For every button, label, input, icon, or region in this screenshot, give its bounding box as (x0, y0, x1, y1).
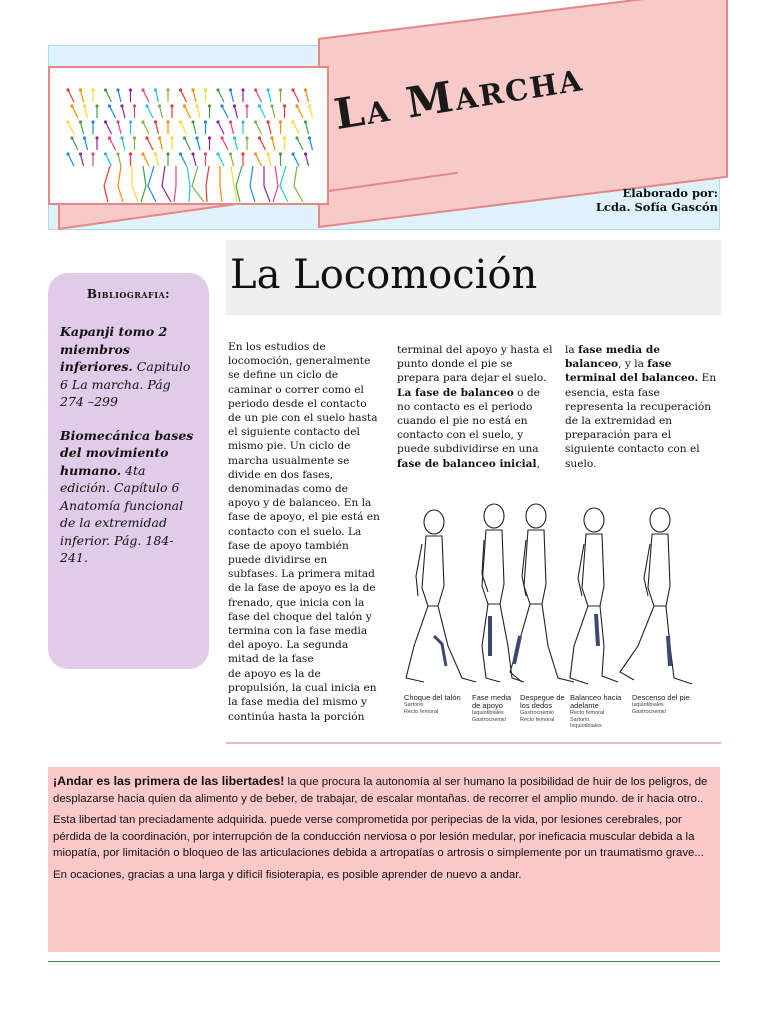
illustration-joint (233, 136, 236, 139)
illustration-stroke (185, 106, 191, 118)
illustration-joint (254, 88, 257, 91)
walking-figures-drawing (398, 496, 716, 692)
illustration-stroke (273, 166, 278, 202)
illustration-stroke (122, 138, 125, 150)
illustration-joint (304, 152, 307, 155)
illustration-joint (154, 152, 157, 155)
illustration-joint (91, 120, 94, 123)
illustration-stroke (104, 166, 110, 202)
body-column-3: la fase media de balanceo, y la fase terminal del balanceo. En esencia, esta fase representa la recuperación de la extremidad en preparación para el siguiente contacto con el suelo. (565, 344, 717, 470)
illustration-joint (258, 136, 261, 139)
illustration-joint (266, 120, 269, 123)
illustration-joint (241, 120, 244, 123)
illustration-stroke (147, 138, 153, 150)
illustration-joint (304, 88, 307, 91)
illustration-stroke (256, 90, 262, 102)
illustration-joint (241, 152, 244, 155)
walking-figure (570, 508, 618, 684)
illustration-stroke (293, 90, 299, 102)
illustration-stroke (141, 166, 146, 202)
illustration-stroke (306, 90, 309, 102)
illustration-stroke (160, 106, 163, 118)
illustration-joint (258, 104, 261, 107)
illustration-joint (254, 120, 257, 123)
illustration-joint (91, 152, 94, 155)
illustration-joint (95, 104, 98, 107)
illustration-joint (83, 136, 86, 139)
illustration-stroke (118, 90, 121, 102)
illustration-stroke (231, 122, 234, 134)
illustration-stroke (193, 90, 196, 102)
illustration-stroke (197, 106, 200, 118)
illustration-joint (120, 136, 123, 139)
illustration-joint (91, 88, 94, 91)
illustration-stroke (68, 154, 74, 166)
illustration-stroke (193, 154, 196, 166)
illustration-stroke (272, 106, 275, 118)
illustration-joint (254, 152, 257, 155)
illustration-joint (220, 136, 223, 139)
footer-divider (48, 961, 720, 962)
illustration-joint (141, 120, 144, 123)
illustration-joint (95, 136, 98, 139)
illustration-joint (204, 152, 207, 155)
illustration-joint (191, 120, 194, 123)
author-name: Lcda. Sofía Gascón (595, 200, 718, 214)
illustration-joint (266, 88, 269, 91)
illustration-joint (229, 120, 232, 123)
illustration-joint (108, 136, 111, 139)
illustration-joint (66, 120, 69, 123)
illustration-joint (179, 120, 182, 123)
illustration-joint (170, 104, 173, 107)
section-title: La Locomoción (230, 252, 538, 298)
illustration-joint (158, 136, 161, 139)
illustration-joint (79, 152, 82, 155)
page-title: La Marcha (330, 51, 587, 139)
illustration-stroke (85, 138, 88, 150)
gait-caption: Balanceo hacia adelante Recto femoral Sartorio Isquiotibiales (570, 693, 622, 729)
illustration-stroke (192, 166, 204, 202)
illustration-joint (308, 104, 311, 107)
illustration-joint (104, 152, 107, 155)
illustration-joint (183, 104, 186, 107)
illustration-joint (191, 88, 194, 91)
illustration-stroke (268, 122, 271, 134)
illustration-stroke (106, 122, 112, 134)
illustration-stroke (81, 154, 84, 166)
illustration-stroke (174, 166, 176, 202)
illustration-stroke (297, 138, 303, 150)
illustration-stroke (110, 106, 116, 118)
quote-box (48, 767, 720, 952)
illustration-stroke (118, 154, 121, 166)
gait-caption: Descenso del pie Isquiotibiales Gastrocnemio (632, 693, 690, 715)
illustration-stroke (272, 138, 275, 150)
illustration-joint (170, 136, 173, 139)
illustration-stroke (231, 154, 234, 166)
illustration-stroke (72, 138, 78, 150)
illustration-joint (216, 152, 219, 155)
illustration-stroke (81, 90, 84, 102)
illustration-stroke (222, 106, 228, 118)
illustration-stroke (235, 106, 238, 118)
illustration-joint (191, 152, 194, 155)
walking-figure (510, 504, 574, 682)
illustration-stroke (68, 90, 74, 102)
illustration-stroke (162, 166, 171, 202)
illustration-stroke (293, 122, 299, 134)
illustration-joint (179, 88, 182, 91)
gait-caption: Choque del talón Sartorio Recto femoral (404, 693, 461, 715)
illustration-stroke (106, 90, 112, 102)
illustration-joint (108, 104, 111, 107)
illustration-joint (179, 152, 182, 155)
illustration-stroke (236, 166, 242, 202)
illustration-stroke (264, 166, 270, 202)
illustration-joint (154, 88, 157, 91)
illustration-joint (304, 120, 307, 123)
gait-caption: Despegue de los dedos Gastrocnemio Recto femoral (520, 693, 565, 723)
illustration-stroke (218, 122, 224, 134)
illustration-joint (229, 88, 232, 91)
illustration-joint (145, 136, 148, 139)
illustration-stroke (68, 122, 74, 134)
illustration-joint (116, 88, 119, 91)
bibliography-entry: Biomecánica bases del movimiento humano. 4ta edición. Capítulo 6 Anatomía funcional de la extremidad inferior. Pág. 184-241. (60, 427, 194, 565)
illustration-joint (195, 104, 198, 107)
illustration-joint (204, 120, 207, 123)
illustration-joint (279, 152, 282, 155)
author-label: Elaborado por: (622, 186, 718, 200)
illustration-joint (283, 136, 286, 139)
illustration-stroke (310, 106, 313, 118)
illustration-joint (208, 136, 211, 139)
illustration-joint (270, 136, 273, 139)
body-column-2: terminal del apoyo y hasta el punto donde el pie se prepara para dejar el suelo. La fase de balanceo o de no contacto es el periodo cuando el pie no está en contacto con el suelo, y puede subdividirse en una fase de balanceo inicial, (397, 344, 553, 470)
section-heading (226, 240, 721, 315)
illustration-stroke (280, 166, 288, 202)
illustration-stroke (218, 90, 224, 102)
illustration-stroke (306, 122, 309, 134)
illustration-joint (133, 104, 136, 107)
illustration-stroke (143, 154, 149, 166)
illustration-joint (116, 152, 119, 155)
illustration-stroke (206, 166, 209, 202)
illustration-joint (283, 104, 286, 107)
illustration-stroke (181, 90, 187, 102)
illustration-joint (295, 104, 298, 107)
illustration-joint (154, 120, 157, 123)
illustration-stroke (147, 106, 153, 118)
illustration-joint (208, 104, 211, 107)
author-credit (596, 186, 718, 214)
gait-caption: Fase media de apoyo Isquiotibiales Gastrocnemio (472, 693, 512, 723)
illustration-stroke (110, 138, 116, 150)
bibliography-title: Bibliografia: (86, 287, 171, 301)
illustration-joint (166, 88, 169, 91)
body-column-1-continued: de apoyo es la de propulsión, la cual inicia en la fase media del mismo y continúa hasta la porción (228, 668, 377, 723)
illustration-joint (291, 88, 294, 91)
illustration-joint (158, 104, 161, 107)
illustration-stroke (118, 166, 123, 202)
illustration-joint (129, 152, 132, 155)
illustration-stroke (260, 106, 266, 118)
illustration-stroke (294, 166, 303, 202)
illustration-joint (229, 152, 232, 155)
illustration-joint (70, 104, 73, 107)
illustration-joint (295, 136, 298, 139)
illustration-joint (83, 104, 86, 107)
illustration-joint (245, 136, 248, 139)
illustration-stroke (156, 122, 159, 134)
illustration-stroke (193, 122, 196, 134)
illustration-stroke (143, 122, 149, 134)
illustration-stroke (218, 154, 224, 166)
illustration-joint (129, 120, 132, 123)
illustration-joint (133, 136, 136, 139)
illustration-joint (79, 120, 82, 123)
illustration-joint (245, 104, 248, 107)
illustration-stroke (256, 154, 262, 166)
bibliography-box (48, 273, 209, 669)
illustration-joint (145, 104, 148, 107)
illustration-joint (129, 88, 132, 91)
illustration-joint (166, 152, 169, 155)
illustration-joint (308, 136, 311, 139)
illustration-stroke (181, 154, 187, 166)
body-column-1: En los estudios de locomoción, generalmente se define un ciclo de caminar o correr como el periodo desde el contacto de un pie con el suelo hasta el siguiente contacto del mismo pie. Un ciclo de marcha usualmente se divide en dos fases, denominadas como de apoyo y de balanceo. En la fase de apoyo, el pie está en contacto con el suelo. La fase de apoyo también puede dividirse en subfases. La primera mitad de la fase de apoyo es la de frenado, que inicia con la fase del choque del talón y termina con la fase media del apoyo. La segunda mitad de la fase (228, 341, 380, 666)
illustration-stroke (132, 166, 138, 202)
illustration-stroke (256, 122, 262, 134)
illustration-joint (241, 88, 244, 91)
gait-stick-figure-illustration (48, 66, 329, 205)
illustration-stroke (106, 154, 112, 166)
quote-paragraph: ¡Andar es las primera de las libertades! la que procura la autonomía al ser humano la posibilidad de huir de los peligros, de desplazarse hacia quien da alimento y de beber, de trabajar, de escalar montañas. de recorrer el amplio mundo. de ir hacia otro.. (53, 774, 708, 805)
illustration-stroke (306, 154, 309, 166)
illustration-joint (216, 120, 219, 123)
bibliography-entry: Kapanji tomo 2 miembros inferiores. Capitulo 6 La marcha. Pág 274 –299 (60, 324, 191, 409)
illustration-joint (141, 88, 144, 91)
illustration-joint (291, 120, 294, 123)
divider (226, 742, 721, 744)
walking-figure (620, 508, 692, 684)
quote-paragraph: Esta libertad tan preciadamente adquirida. puede verse comprometida por peripecias de la vida, por lesiones cerebrales, por pérdida de la coordinación, por interrupción de la conducción nerviosa o por lesión medular, por ineficacia muscular debida a la miopatía, por limitación o bloqueo de las articulaciones debida a artropatías o artrosis o simplemente por un traumatismo grave... (53, 814, 704, 859)
illustration-joint (79, 88, 82, 91)
illustration-joint (104, 120, 107, 123)
illustration-stroke (310, 138, 313, 150)
illustration-stroke (81, 122, 84, 134)
illustration-stroke (231, 90, 234, 102)
illustration-stroke (220, 166, 222, 202)
illustration-joint (220, 104, 223, 107)
illustration-joint (279, 120, 282, 123)
gait-phases-figure (398, 496, 716, 736)
illustration-stroke (197, 138, 200, 150)
illustration-joint (291, 152, 294, 155)
illustration-stroke (185, 138, 191, 150)
illustration-joint (266, 152, 269, 155)
illustration-stroke (156, 154, 159, 166)
illustration-joint (66, 152, 69, 155)
illustration-stroke (222, 138, 228, 150)
illustration-joint (204, 88, 207, 91)
illustration-joint (166, 120, 169, 123)
illustration-joint (279, 88, 282, 91)
illustration-joint (120, 104, 123, 107)
illustration-stroke (85, 106, 88, 118)
illustration-joint (195, 136, 198, 139)
illustration-stroke (143, 90, 149, 102)
illustration-stroke (235, 138, 238, 150)
illustration-joint (141, 152, 144, 155)
illustration-stroke (268, 154, 271, 166)
illustration-stroke (293, 154, 299, 166)
illustration-stroke (260, 138, 266, 150)
illustration-stroke (181, 122, 187, 134)
illustration-stroke (268, 90, 271, 102)
illustration-joint (216, 88, 219, 91)
illustration-stroke (187, 166, 190, 202)
illustration-joint (104, 88, 107, 91)
illustration-stroke (118, 122, 121, 134)
illustration-stroke (156, 90, 159, 102)
illustration-stroke (148, 166, 156, 202)
illustration-stroke (122, 106, 125, 118)
illustration-joint (270, 104, 273, 107)
illustration-stroke (250, 166, 255, 202)
illustration-joint (183, 136, 186, 139)
illustration-joint (66, 88, 69, 91)
illustration-stroke (160, 138, 163, 150)
walking-figure (406, 510, 476, 682)
illustration-joint (70, 136, 73, 139)
illustration-stroke (297, 106, 303, 118)
quote-paragraph: En ocaciones, gracias a una larga y difícil fisioterapia, es posible aprender de nuevo a andar. (53, 868, 522, 881)
illustration-joint (233, 104, 236, 107)
illustration-joint (116, 120, 119, 123)
illustration-stroke (72, 106, 78, 118)
